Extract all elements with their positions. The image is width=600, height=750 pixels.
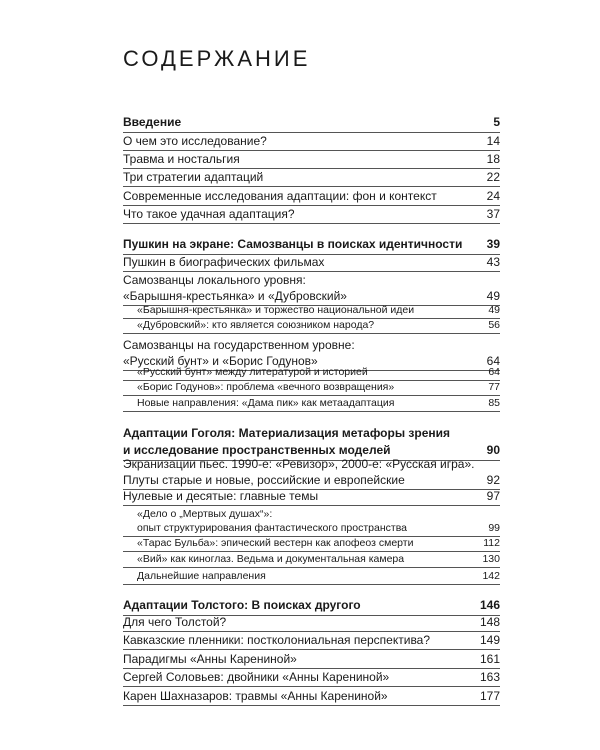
toc-underline [123,567,500,568]
toc-entry-title-line: Самозванцы локального уровня: [123,273,306,287]
toc-page-number: 14 [486,134,500,148]
toc-entry-title-line: Плуты старые и новые, российские и европейские [123,473,405,487]
toc-subsection-entry[interactable] [123,507,500,535]
toc-subsection-entry[interactable] [123,569,500,583]
toc-page-number: 90 [486,443,500,457]
toc-entry-title-line: Три стратегии адаптаций [123,170,264,184]
toc-section-entry[interactable] [123,169,500,185]
toc-page-number: 92 [486,473,500,487]
toc-section-entry[interactable] [123,133,500,149]
toc-entry-title-line: Адаптации Гоголя: Материализация метафоры зрения [123,426,451,440]
toc-underline [123,223,500,224]
toc-section-entry[interactable] [123,488,500,504]
toc-entry-title [123,236,470,253]
toc-subsection-entry[interactable] [123,318,500,332]
toc-entry-title [123,396,402,410]
toc-entry-title-line: опыт структурирования фантастического пространства [137,522,408,534]
toc-entry-title [123,456,482,488]
toc-section-entry[interactable] [123,651,500,667]
toc-entry-title-line: Пушкин на экране: Самозванцы в поисках идентичности [123,237,463,251]
toc-page-number: 112 [483,537,500,549]
toc-page-number: 22 [486,170,500,184]
toc-page-number: 49 [488,304,500,316]
toc-page-number: 18 [486,152,500,166]
toc-entry-title-line: «Барышня-крестьянка» и «Дубровский» [123,289,347,303]
toc-entry-title [123,133,275,149]
toc-page-number: 64 [486,354,500,368]
toc-underline [123,411,500,412]
toc-page-number: 146 [479,598,500,612]
toc-entry-title-line: Для чего Толстой? [123,615,227,629]
toc-part-entry[interactable] [123,236,500,253]
toc-entry-title [123,651,305,667]
toc-entry-title-line: Пушкин в биографических фильмах [123,255,325,269]
toc-entry-title [123,303,422,317]
toc-page-number: 64 [488,366,500,378]
toc-entry-title-line: Новые направления: «Дама пик» как метаадаптация [137,397,395,409]
toc-entry-title-line: Самозванцы на государственном уровне: [123,338,355,352]
toc-entry-title [123,597,369,614]
toc-underline [123,333,500,334]
toc-entry-title [123,488,326,504]
toc-entry-title-line: Дальнейшие направления [137,570,266,582]
toc-underline [123,705,500,706]
toc-part-entry[interactable] [123,425,500,459]
toc-section-entry[interactable] [123,254,500,270]
toc-section-entry[interactable] [123,456,500,488]
toc-entry-title-line: Сергей Соловьев: двойники «Анны Карениной» [123,670,390,684]
toc-section-entry[interactable] [123,151,500,167]
toc-entry-title [123,507,415,535]
toc-page-number: 77 [488,381,500,393]
toc-entry-title-line: Нулевые и десятые: главные темы [123,489,319,503]
toc-section-entry[interactable] [123,632,500,648]
toc-entry-title-line: Карен Шахназаров: травмы «Анны Карениной» [123,689,388,703]
toc-entry-title [123,318,382,332]
toc-page-number: 177 [479,689,500,703]
toc-page-number: 148 [479,615,500,629]
toc-subsection-entry[interactable] [123,365,500,379]
toc-entry-title [123,114,189,131]
toc-entry-title-line: Экранизации пьес. 1990-е: «Ревизор», 2000-е: «Русская игра». [123,457,475,471]
toc-entry-title-line: «Русский бунт» и «Борис Годунов» [123,354,318,368]
toc-entry-title-line: Парадигмы «Анны Карениной» [123,652,297,666]
toc-page-number: 5 [493,115,500,129]
toc-entry-title-line: О чем это исследование? [123,134,267,148]
toc-entry-title [123,151,248,167]
toc-entry-title-line: «Русский бунт» между литературой и историей [137,366,368,378]
toc-entry-title [123,614,234,630]
toc-entry-title-line: Современные исследования адаптации: фон и контекст [123,189,437,203]
toc-entry-title-line: «Дело о „Мертвых душах“»: [137,508,273,520]
toc-subsection-entry[interactable] [123,396,500,410]
toc-subsection-entry[interactable] [123,536,500,550]
toc-entry-title-line: «Борис Годунов»: проблема «вечного возвращения» [137,381,395,393]
page-title: СОДЕРЖАНИЕ [123,46,311,71]
toc-page-number: 149 [479,633,500,647]
toc-section-entry[interactable] [123,614,500,630]
toc-section-entry[interactable] [123,688,500,704]
toc-page-number: 130 [482,553,500,565]
toc-page-number: 56 [488,319,500,331]
toc-underline [123,649,500,650]
toc-page-number: 161 [479,652,500,666]
toc-entry-title-line: «Дубровский»: кто является союзником народа? [137,319,375,331]
toc-entry-title [123,569,274,583]
toc-underline [123,186,500,187]
toc-entry-title [123,552,412,566]
toc-page-number: 37 [486,207,500,221]
toc-page-number: 49 [486,289,500,303]
toc-entry-title [123,169,271,185]
toc-entry-title [123,536,421,550]
toc-entry-title-line: Кавказские пленники: постколониальная перспектива? [123,633,431,647]
toc-part-entry[interactable] [123,597,500,614]
toc-page-number: 39 [486,237,500,251]
toc-page-number: 163 [479,670,500,684]
toc-entry-title-line: Адаптации Толстого: В поисках другого [123,598,361,612]
toc-page-number: 99 [488,522,500,534]
toc-entry-title [123,365,376,379]
toc-subsection-entry[interactable] [123,303,500,317]
toc-entry-title-line: и исследование пространственных моделей [123,443,391,457]
toc-entry-title-line: Что такое удачная адаптация? [123,207,295,221]
toc-entry-title [123,206,303,222]
toc-page-number: 97 [486,489,500,503]
toc-page-number: 85 [488,397,500,409]
toc-entry-title-line: Травма и ностальгия [123,152,240,166]
toc-underline [123,505,500,506]
toc-entry-title [123,254,332,270]
toc-entry-title [123,688,396,704]
toc-entry-title-line: Введение [123,115,182,129]
toc-entry-title-line: «Барышня-крестьянка» и торжество национальной идеи [137,304,415,316]
toc-section-entry[interactable] [123,188,500,204]
toc-entry-title-line: «Вий» как киноглаз. Ведьма и документальная камера [137,553,405,565]
toc-entry-title [123,380,402,394]
toc-section-entry[interactable] [123,669,500,685]
toc-page-number: 43 [486,255,500,269]
toc-section-entry[interactable] [123,206,500,222]
toc-part-entry[interactable] [123,114,500,131]
toc-page-number: 24 [486,189,500,203]
toc-page-number: 142 [482,570,500,582]
toc-entry-title [123,669,397,685]
toc-underline [123,584,500,585]
toc-entry-title [123,425,458,459]
toc-entry-title [123,188,445,204]
toc-entry-title [123,632,438,648]
toc-section-entry[interactable] [123,272,500,304]
toc-subsection-entry[interactable] [123,552,500,566]
toc-entry-title-line: «Тарас Бульба»: эпический вестерн как апофеоз смерти [137,537,414,549]
toc-underline [123,686,500,687]
toc-entry-title [123,272,355,304]
toc-subsection-entry[interactable] [123,380,500,394]
